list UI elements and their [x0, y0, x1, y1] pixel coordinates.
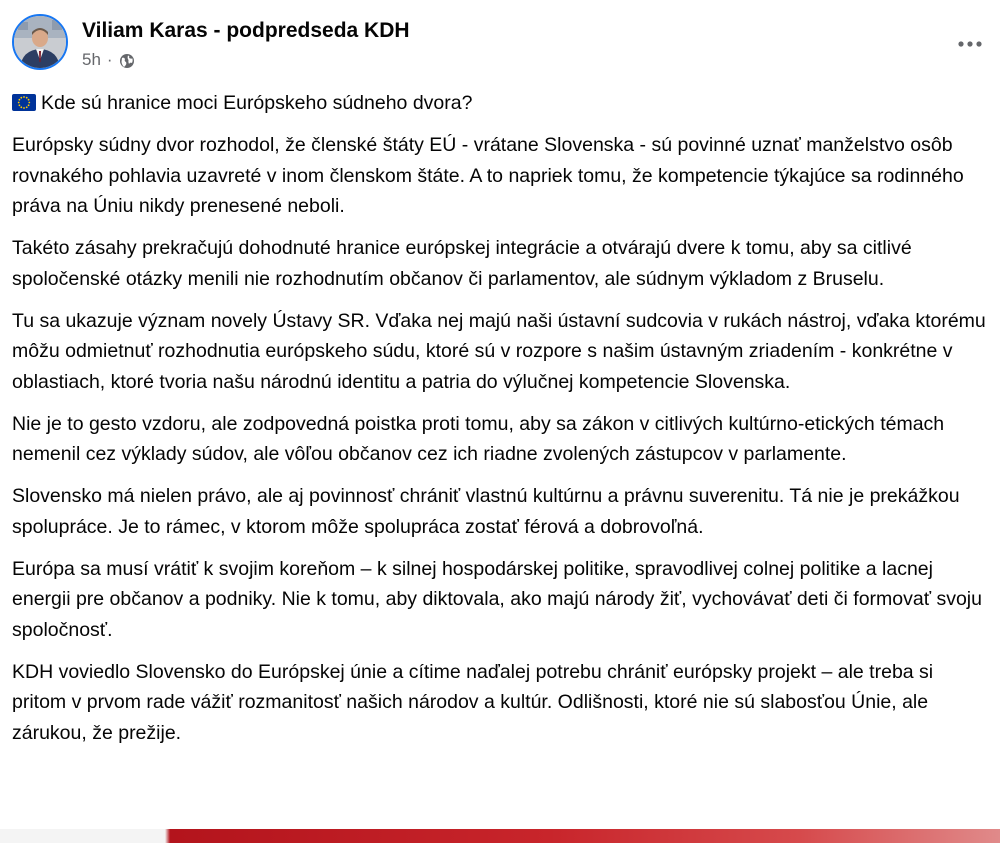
post-meta: [82, 50, 135, 70]
avatar[interactable]: [12, 14, 68, 70]
post-paragraph: Slovensko má nielen právo, ale aj povinnosť chrániť vlastnú kultúrnu a právnu suverenitu. Tá nie je prekážkou spolupráce. Je to rámec, v ktorom môže spolupráca zostať férová a dobrovoľná.: [12, 485, 960, 538]
post-title: Kde sú hranice moci Európskeho súdneho dvora?: [41, 92, 473, 114]
post-paragraph: Tu sa ukazuje význam novely Ústavy SR. Vďaka nej majú naši ústavní sudcovia v rukách nástroj, vďaka ktorému môžu odmietnuť rozhodnutia európskeho súdu, ktoré sú v rozpore s našim ústavným zriadením - konkrétne v oblastiach, ktoré tvoria našu národnú identitu a patria do výlučnej kompetencie Slovenska.: [12, 309, 986, 393]
globe-icon[interactable]: [119, 53, 135, 69]
meta-separator: ·: [106, 50, 113, 69]
more-options-icon[interactable]: [952, 26, 988, 62]
post-header: [12, 14, 988, 74]
post-paragraph: Európsky súdny dvor rozhodol, že členské štáty EÚ - vrátane Slovenska - sú povinné uznať manželstvo osôb rovnakého pohlavia uzavreté v inom členskom štáte. A to napriek tomu, že kompetencie týkajúce sa rodinného práva na Úniu nikdy prenesené neboli.: [12, 134, 964, 217]
post-timestamp[interactable]: 5h: [82, 50, 101, 69]
post-paragraph: Nie je to gesto vzdoru, ale zodpovedná poistka proti tomu, aby sa zákon v citlivých kultúrno-etických témach nemenil cez výklady súdov, ale vôľou občanov cez ich riadne zvolených zástupcov v parlamente.: [12, 412, 945, 465]
eu-flag-icon: [12, 90, 36, 107]
attached-image-edge[interactable]: [0, 829, 1000, 843]
avatar-image: [14, 16, 66, 68]
post-body: [12, 88, 988, 760]
post-paragraph: Európa sa musí vrátiť k svojim koreňom – k silnej hospodárskej politike, spravodlivej colnej politike a lacnej energii pre občanov a podniky. Nie k tomu, aby diktovala, ako majú národy žiť, vychovávať deti či formovať svoju spoločnosť.: [12, 557, 982, 641]
post-paragraph: KDH voviedlo Slovensko do Európskej únie a cítime naďalej potrebu chrániť európsky projekt – ale treba si pritom v prvom rade vážiť rozmanitosť našich národov a kultúr. Odlišnosti, ktoré nie sú slabosťou Únie, ale zárukou, že prežije.: [12, 660, 934, 744]
post-title-line: [12, 88, 988, 119]
post-paragraph: Takéto zásahy prekračujú dohodnuté hranice európskej integrácie a otvárajú dvere k tomu, aby sa citlivé spoločenské otázky menili nie rozhodnutím občanov či parlamentov, ale súdnym výkladom z Bruselu.: [12, 237, 912, 290]
post-author[interactable]: Viliam Karas - podpredseda KDH: [82, 19, 410, 42]
